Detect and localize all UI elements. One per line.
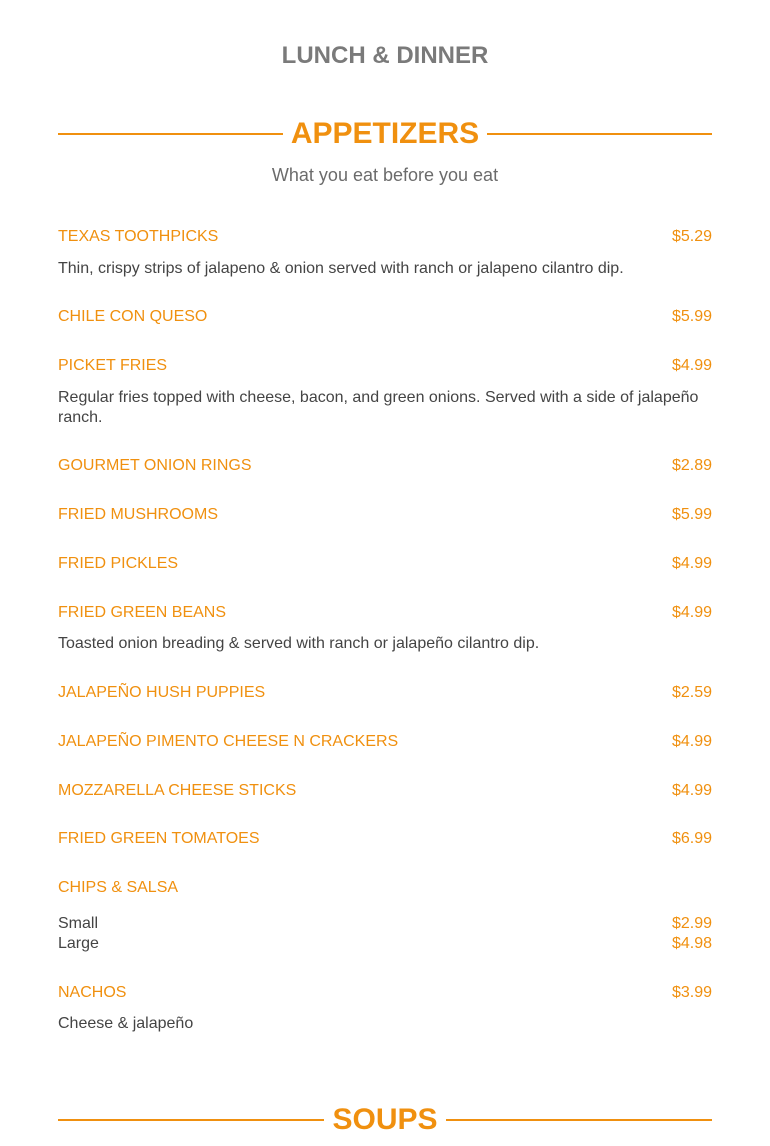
size-option-large (58, 934, 712, 954)
item-name: FRIED PICKLES (58, 555, 179, 572)
menu-item-chile-con-queso (58, 307, 712, 327)
size-price: $2.99 (671, 915, 712, 932)
item-price: $4.99 (671, 555, 712, 572)
page-title: LUNCH & DINNER (281, 42, 489, 69)
menu-item-fried-green-tomatoes (58, 829, 712, 849)
item-name: NACHOS (58, 984, 127, 1001)
item-name: PICKET FRIES (58, 357, 168, 374)
item-name: FRIED GREEN BEANS (58, 604, 227, 621)
item-name: JALAPEÑO HUSH PUPPIES (58, 684, 266, 701)
soups-heading (58, 1103, 712, 1137)
heading-rule-right (446, 1119, 712, 1121)
item-price: $4.99 (671, 604, 712, 621)
item-name: TEXAS TOOTHPICKS (58, 228, 219, 245)
menu-item-picket-fries (58, 356, 712, 376)
size-option-small (58, 914, 712, 934)
appetizers-title: APPETIZERS (290, 117, 480, 150)
soups-title: SOUPS (332, 1103, 438, 1136)
item-name: CHIPS & SALSA (58, 879, 179, 896)
item-price: $4.99 (671, 782, 712, 799)
item-price: $2.59 (671, 684, 712, 701)
menu-item-nachos (58, 983, 712, 1003)
size-label: Small (58, 915, 99, 932)
item-description: Cheese & jalapeño (58, 1015, 194, 1032)
item-name: FRIED GREEN TOMATOES (58, 830, 260, 847)
item-price: $4.99 (671, 357, 712, 374)
item-description: Toasted onion breading & served with ranch or jalapeño cilantro dip. (58, 635, 540, 652)
item-price: $2.89 (671, 457, 712, 474)
heading-rule-right (487, 133, 712, 135)
item-price: $3.99 (671, 984, 712, 1001)
item-price: $4.99 (671, 733, 712, 750)
heading-rule-left (58, 1119, 324, 1121)
menu-item-fried-pickles (58, 554, 712, 574)
menu-item-texas-toothpicks (58, 227, 712, 247)
item-name: MOZZARELLA CHEESE STICKS (58, 782, 297, 799)
menu-item-gourmet-onion-rings (58, 456, 712, 476)
item-price: $5.99 (671, 506, 712, 523)
menu-item-fried-green-beans (58, 603, 712, 623)
item-price: $6.99 (671, 830, 712, 847)
heading-rule-left (58, 133, 283, 135)
size-price: $4.98 (671, 935, 712, 952)
size-label: Large (58, 935, 99, 952)
menu-item-jalapeno-hush-puppies (58, 683, 712, 703)
item-price: $5.99 (671, 308, 712, 325)
appetizers-heading (58, 117, 712, 151)
item-description: Thin, crispy strips of jalapeno & onion served with ranch or jalapeno cilantro dip. (58, 260, 624, 277)
item-name: JALAPEÑO PIMENTO CHEESE N CRACKERS (58, 733, 399, 750)
menu-item-jalapeno-pimento-cheese (58, 732, 712, 752)
item-name: GOURMET ONION RINGS (58, 457, 252, 474)
menu-item-fried-mushrooms (58, 505, 712, 525)
item-price: $5.29 (671, 228, 712, 245)
item-name: FRIED MUSHROOMS (58, 506, 218, 523)
menu-item-mozzarella-cheese-sticks (58, 781, 712, 801)
item-description: Regular fries topped with cheese, bacon, and green onions. Served with a side of jalapeño ranch. (58, 389, 699, 426)
menu-item-chips-and-salsa (58, 878, 712, 898)
item-name: CHILE CON QUESO (58, 308, 208, 325)
appetizers-subtitle: What you eat before you eat (271, 165, 499, 185)
